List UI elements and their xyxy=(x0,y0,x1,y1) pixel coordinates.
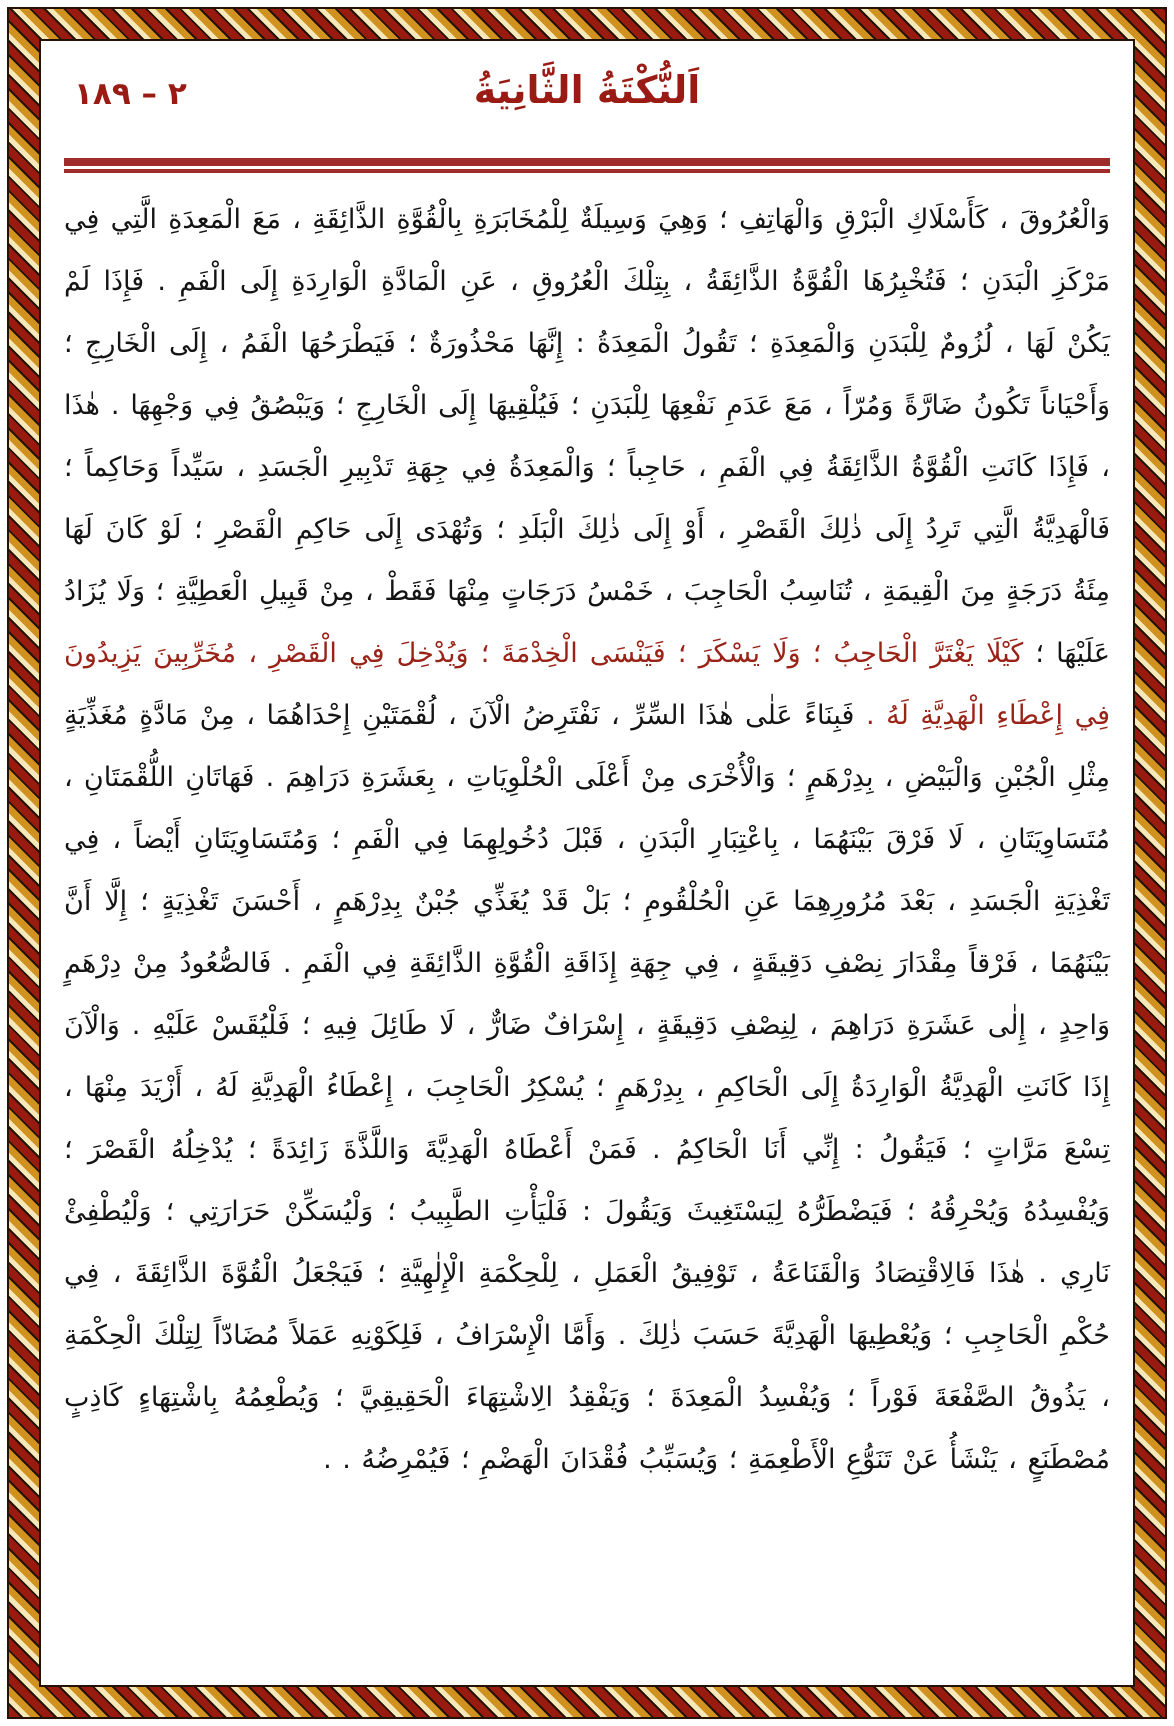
page-title: اَلنُّكْتَةُ الثَّانِيَةُ xyxy=(473,68,701,112)
body-paragraph xyxy=(64,189,1110,1491)
page-content xyxy=(64,44,1110,1682)
text-segment-red: كَيْلَا يَغْتَرَّ الْحَاجِبُ ؛ وَلَا يَسْكَرَ ؛ فَيَنْسَى الْخِدْمَةَ ؛ وَيُدْخِلَ فِي الْقَصْرِ ، مُخَرِّبِينَ يَزِيدُونَ فِي إِعْطَاءِ الْهَدِيَّةِ لَهُ . xyxy=(64,638,1110,731)
text-segment-black: وَالْعُرُوقَ ، كَأَسْلَاكِ الْبَرْقِ وَالْهَاتِفِ ؛ وَهِيَ وَسِيلَةٌ لِلْمُخَابَرَةِ بِالْقُوَّةِ الذَّائِقَةِ ، مَعَ الْمَعِدَةِ الَّتِي فِي مَرْكَزِ الْبَدَنِ ؛ فَتُخْبِرُهَا الْقُوَّةُ الذَّائِقَةُ ، بِتِلْكَ الْعُرُوقِ ، عَنِ الْمَادَّةِ الْوَارِدَةِ إِلَى الْفَمِ . فَإِذَا لَمْ يَكُنْ لَهَا ، لُزُومٌ لِلْبَدَنِ وَالْمَعِدَةِ ؛ تَقُولُ الْمَعِدَةُ : إِنَّهَا مَحْذُورَةٌ ؛ فَيَطْرَحُهَا الْفَمُ ، إِلَى الْخَارِجِ ؛ وَأَحْيَاناً تَكُونُ ضَارَّةً وَمُرّاً ، مَعَ عَدَمِ نَفْعِهَا لِلْبَدَنِ ؛ فَيُلْقِيهَا إِلَى الْخَارِجِ ؛ وَيَبْصُقُ فِي وَجْهِهَا . هٰذَا ، فَإِذَا كَانَتِ الْقُوَّةُ الذَّائِقَةُ فِي الْفَمِ ، حَاجِباً ؛ وَالْمَعِدَةُ فِي جِهَةِ تَدْبِيرِ الْجَسَدِ ، سَيِّداً وَحَاكِماً ؛ فَالْهَدِيَّةُ الَّتِي تَرِدُ إِلَى ذٰلِكَ الْقَصْرِ ، أَوْ إِلَى ذٰلِكَ الْبَلَدِ ؛ وَتُهْدَى إِلَى حَاكِمِ الْقَصْرِ ؛ لَوْ كَانَ لَهَا مِئَةُ دَرَجَةٍ مِنَ الْقِيمَةِ ، تُنَاسِبُ الْحَاجِبَ ، خَمْسُ دَرَجَاتٍ مِنْهَا فَقَطْ ، مِنْ قَبِيلِ الْعَطِيَّةِ ؛ وَلَا يُزَادُ عَلَيْهَا ؛ xyxy=(64,204,1110,669)
divider-thick-rule xyxy=(64,158,1110,166)
page-number: ٢ – ١٨٩ xyxy=(74,76,187,112)
divider-thin-rule xyxy=(64,169,1110,173)
title-divider xyxy=(64,158,1110,173)
page-header xyxy=(64,44,1110,148)
text-segment-black: فَبِنَاءً عَلٰى هٰذَا السِّرِّ ، نَفْتَرِضُ الْآنَ ، لُقْمَتَيْنِ إِحْدَاهُمَا ، مِنْ مَادَّةٍ مُغَذِّيَةٍ مِثْلِ الْجُبْنِ وَالْبَيْضِ ، بِدِرْهَمٍ ؛ وَالْأُخْرَى مِنْ أَعْلَى الْحُلْوِيَاتِ ، بِعَشَرَةِ دَرَاهِمَ . فَهَاتَانِ اللُّقْمَتَانِ ، مُتَسَاوِيَتَانِ ، لَا فَرْقَ بَيْنَهُمَا ، بِاعْتِبَارِ الْبَدَنِ ، قَبْلَ دُخُولِهِمَا فِي الْفَمِ ؛ وَمُتَسَاوِيَتَانِ أَيْضاً ، فِي تَغْذِيَةِ الْجَسَدِ ، بَعْدَ مُرُورِهِمَا عَنِ الْحُلْقُومِ ؛ بَلْ قَدْ يُغَذِّي جُبْنٌ بِدِرْهَمٍ ، أَحْسَنَ تَغْذِيَةٍ ؛ إِلَّا أَنَّ بَيْنَهُمَا ، فَرْقاً مِقْدَارَ نِصْفِ دَقِيقَةٍ ، فِي جِهَةِ إِذَاقَةِ الْقُوَّةِ الذَّائِقَةِ فِي الْفَمِ . فَالصُّعُودُ مِنْ دِرْهَمٍ وَاحِدٍ ، إِلٰى عَشَرَةِ دَرَاهِمَ ، لِنِصْفِ دَقِيقَةٍ ، إِسْرَافٌ ضَارٌّ ، لَا طَائِلَ فِيهِ ؛ فَلْيُقَسْ عَلَيْهِ . وَالْآنَ إِذَا كَانَتِ الْهَدِيَّةُ الْوَارِدَةُ إِلَى الْحَاكِمِ ، بِدِرْهَمٍ ؛ يُسْكِرُ الْحَاجِبَ ، إِعْطَاءُ الْهَدِيَّةِ لَهُ ، أَزْيَدَ مِنْهَا ، تِسْعَ مَرَّاتٍ ؛ فَيَقُولُ : إِنِّي أَنَا الْحَاكِمُ . فَمَنْ أَعْطَاهُ الْهَدِيَّةَ وَاللَّذَّةَ زَائِدَةً ؛ يُدْخِلُهُ الْقَصْرَ ؛ وَيُفْسِدُهُ وَيُحْرِقُهُ ؛ فَيَضْطَرُّهُ لِيَسْتَغِيثَ وَيَقُولَ : فَلْيَأْتِ الطَّبِيبُ ؛ وَلْيُسَكِّنْ حَرَارَتِي ؛ وَلْيُطْفِئْ نَارِي . هٰذَا فَالِاقْتِصَادُ وَالْقَنَاعَةُ ، تَوْفِيقُ الْعَمَلِ ، لِلْحِكْمَةِ الْإِلٰهِيَّةِ ؛ فَيَجْعَلُ الْقُوَّةَ الذَّائِقَةَ ، فِي حُكْمِ الْحَاجِبِ ؛ وَيُعْطِيهَا الْهَدِيَّةَ حَسَبَ ذٰلِكَ . وَأَمَّا الْإِسْرَافُ ، فَلِكَوْنِهِ عَمَلاً مُضَادّاً لِتِلْكَ الْحِكْمَةِ ، يَذُوقُ الصَّفْعَةَ فَوْراً ؛ وَيُفْسِدُ الْمَعِدَةَ ؛ وَيَفْقِدُ الِاشْتِهَاءَ الْحَقِيقِيَّ ؛ وَيُطْعِمُهُ بِاشْتِهَاءٍ كَاذِبٍ مُصْطَنَعٍ ، يَنْشَأُ عَنْ تَنَوُّعِ الْأَطْعِمَةِ ؛ وَيُسَبِّبُ فُقْدَانَ الْهَضْمِ ؛ فَيُمْرِضُهُ . . xyxy=(64,700,1110,1475)
